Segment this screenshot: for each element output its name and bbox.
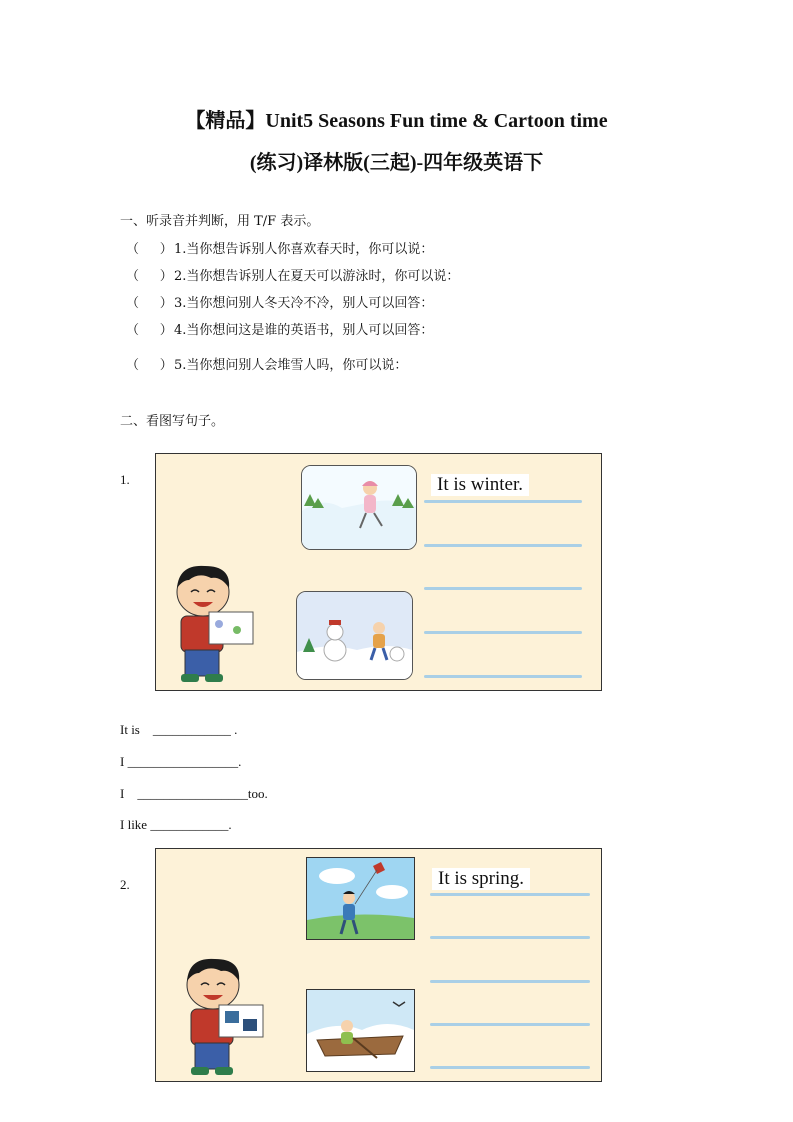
writing-line[interactable] <box>424 587 582 590</box>
exercise-number: 2. <box>120 877 130 892</box>
boy-holding-pictures-illustration <box>175 955 270 1080</box>
skating-girl-picture <box>301 465 417 550</box>
question-item: （ ）2.当你想告诉别人在夏天可以游泳时，你可以说： <box>126 265 459 284</box>
writing-line[interactable] <box>424 675 582 678</box>
rowing-boat-picture <box>306 989 415 1072</box>
writing-line[interactable] <box>424 631 582 634</box>
page-subtitle: (练习)译林版(三起)-四年级英语下 <box>249 152 544 174</box>
fill-in-sentence[interactable]: I _________________. <box>120 754 242 769</box>
snowman-picture <box>296 591 413 680</box>
question-item: （ ）4.当你想问这是谁的英语书，别人可以回答： <box>126 319 433 338</box>
question-item: （ ）5.当你想问别人会堆雪人吗，你可以说： <box>126 354 407 373</box>
writing-line[interactable] <box>430 893 590 896</box>
answer-blank[interactable]: （ ） <box>126 296 173 311</box>
answer-blank[interactable]: （ ） <box>126 323 173 338</box>
fill-in-sentence[interactable]: It is ____________ . <box>120 722 238 737</box>
page-title: 【精品】Unit5 Seasons Fun time & Cartoon time <box>185 110 608 132</box>
model-sentence: It is winter. <box>431 474 529 496</box>
writing-line[interactable] <box>424 544 582 547</box>
writing-line[interactable] <box>430 980 590 983</box>
section1-heading: 一、听录音并判断，用 T/F 表示。 <box>120 214 320 229</box>
writing-line[interactable] <box>424 500 582 503</box>
boy-holding-pictures-illustration <box>165 562 260 690</box>
writing-line[interactable] <box>430 1066 590 1069</box>
question-item: （ ）3.当你想问别人冬天冷不冷，别人可以回答： <box>126 292 433 311</box>
answer-blank[interactable]: （ ） <box>126 269 173 284</box>
answer-blank[interactable]: （ ） <box>126 358 173 373</box>
fill-in-sentence[interactable]: I _________________too. <box>120 786 268 801</box>
question-item: （ ）1.当你想告诉别人你喜欢春天时，你可以说： <box>126 238 433 257</box>
writing-line[interactable] <box>430 1023 590 1026</box>
section2-heading: 二、看图写句子。 <box>120 414 225 429</box>
exercise-number: 1. <box>120 472 130 487</box>
answer-blank[interactable]: （ ） <box>126 242 173 257</box>
model-sentence: It is spring. <box>432 868 530 890</box>
writing-line[interactable] <box>430 936 590 939</box>
fill-in-sentence[interactable]: I like ____________. <box>120 817 232 832</box>
kite-flying-picture <box>306 857 415 940</box>
